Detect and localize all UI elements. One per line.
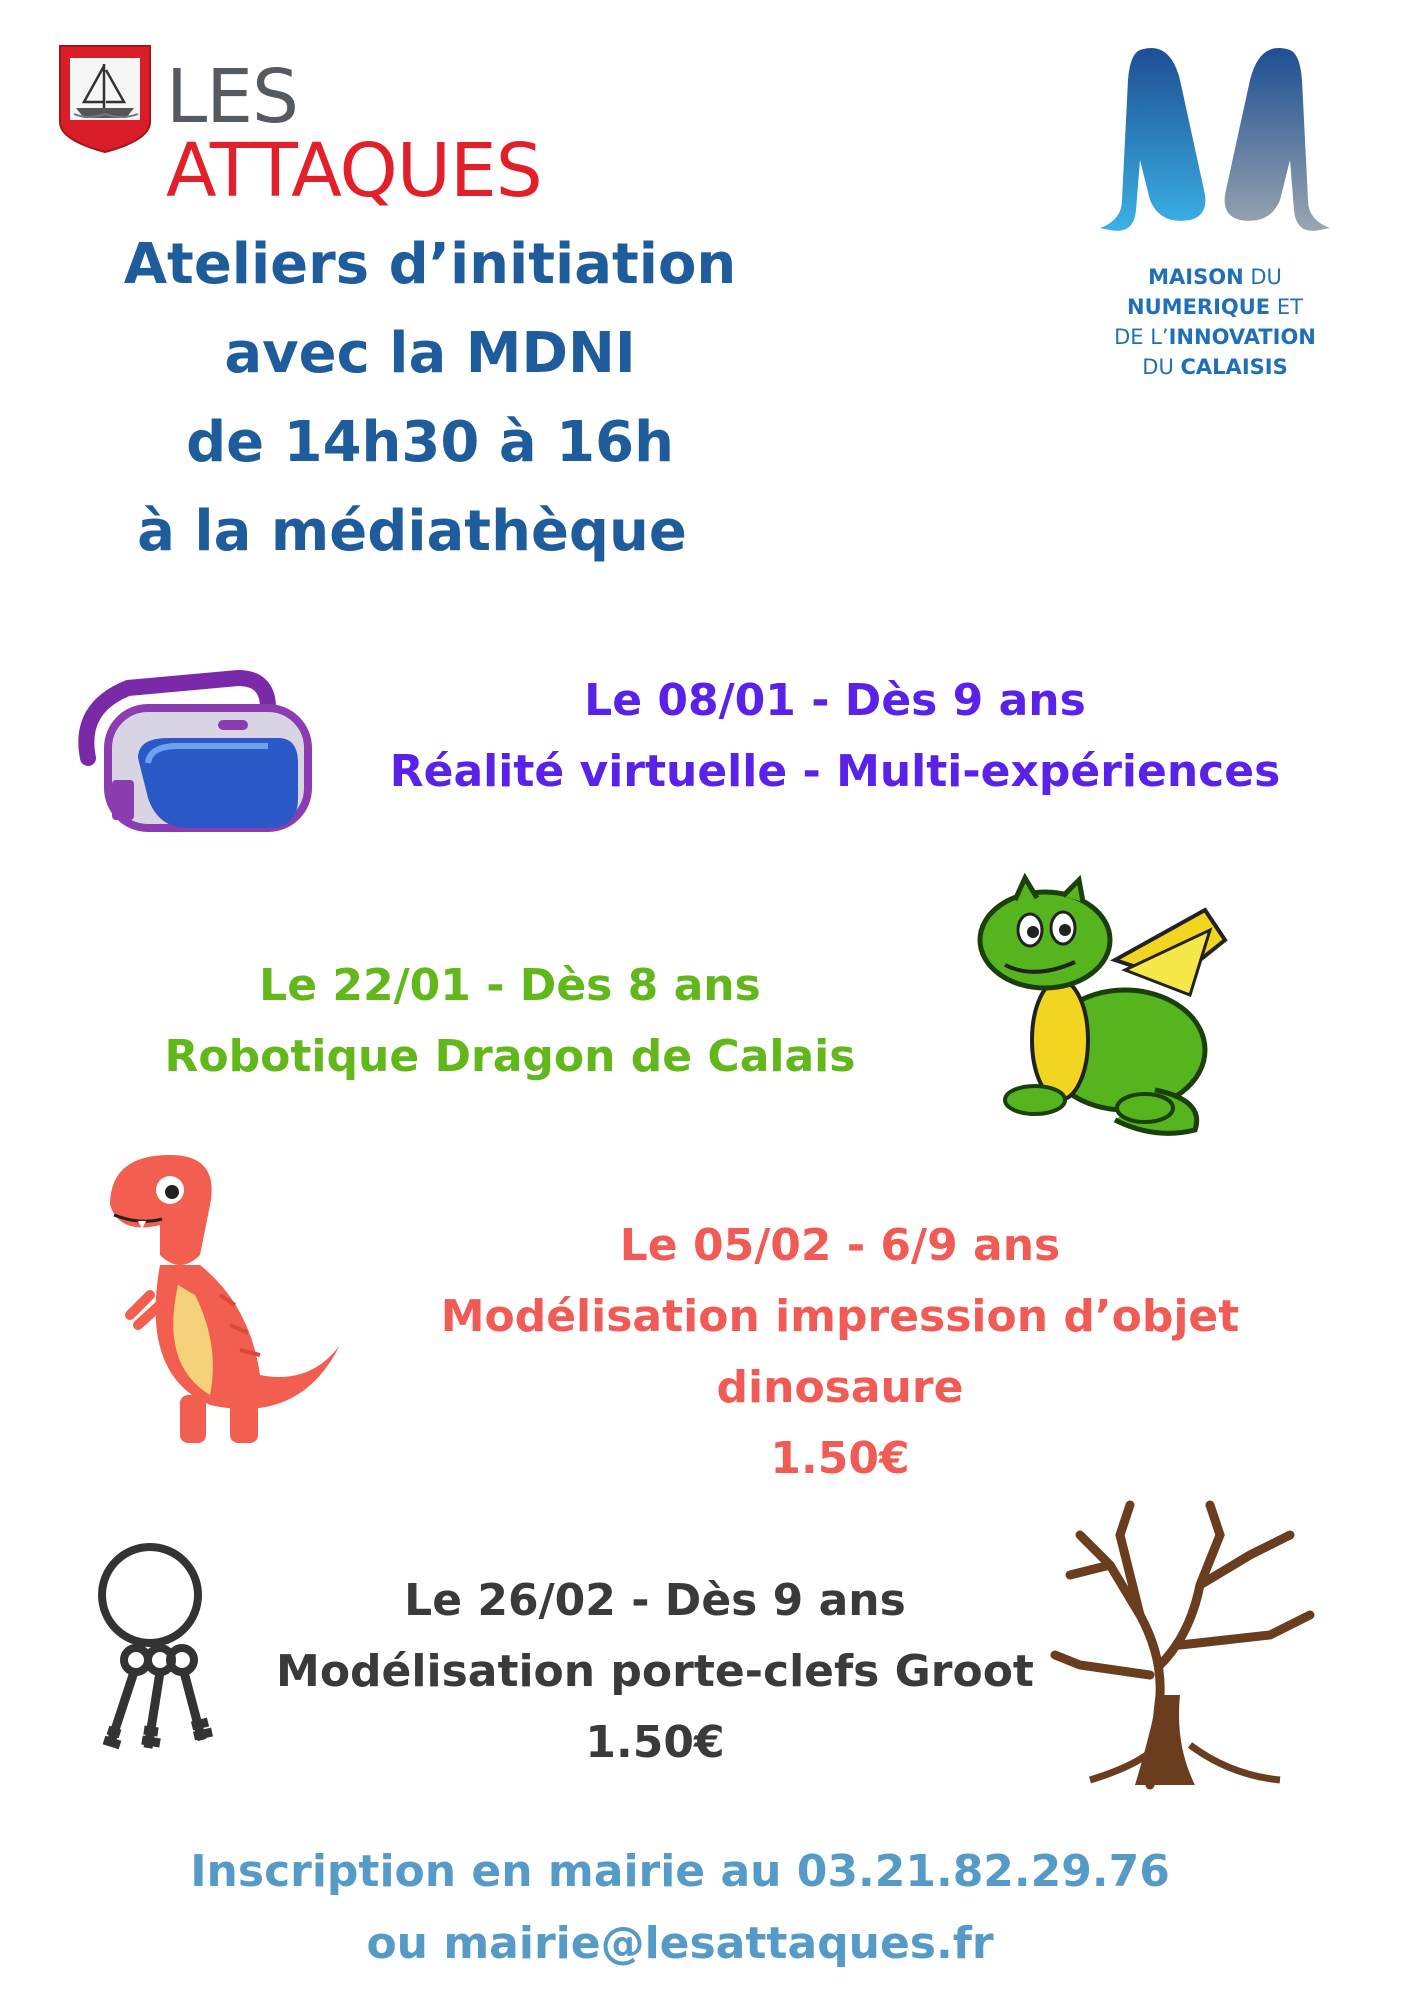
event-3-title-line-2: dinosaure [716,1362,964,1413]
mdni-m-icon [1100,40,1330,240]
event-4-price: 1.50€ [585,1717,725,1768]
mdni-line1-rest: DU [1243,265,1282,289]
event-4-date: Le 26/02 - Dès 9 ans [404,1575,906,1626]
dragon-icon [975,870,1235,1142]
title-line-2: avec la MDNI [224,321,636,386]
les-attaques-logo [58,44,618,214]
event-1-title: Réalité virtuelle - Multi-expériences [389,746,1281,797]
event-3-title-line-1: Modélisation impression d’objet [440,1291,1240,1342]
title-line-1: Ateliers d’initiation [123,232,737,297]
event-3-price: 1.50€ [770,1433,910,1484]
tree-icon [1050,1495,1320,1790]
vr-headset-icon [68,668,314,858]
mdni-line2-bold: NUMERIQUE [1127,295,1271,319]
dinosaur-icon [100,1145,340,1450]
logo-word-attaques: ATTAQUES [166,128,542,214]
event-4 [220,1565,1090,1778]
keys-icon [90,1540,230,1760]
coat-of-arms-icon [58,44,152,154]
mdni-line2-rest: ET [1270,295,1303,319]
event-1-date: Le 08/01 - Dès 9 ans [584,675,1086,726]
page-title [100,220,760,576]
mdni-line4-bold: CALAISIS [1180,355,1288,379]
title-line-3: de 14h30 à 16h [186,410,674,475]
event-2-date: Le 22/01 - Dès 8 ans [259,960,761,1011]
event-4-title: Modélisation porte-clefs Groot [276,1646,1034,1697]
logo-word-les: LES [166,54,298,140]
footer-phone-line: Inscription en mairie au 03.21.82.29.76 [190,1846,1170,1897]
footer-email-line: ou mairie@lesattaques.fr [366,1918,994,1969]
mdni-line3-rest: DE L’ [1114,325,1169,349]
mdni-line1-bold: MAISON [1148,265,1244,289]
mdni-line3-bold: INNOVATION [1168,325,1316,349]
event-3 [380,1210,1300,1494]
event-1 [340,665,1330,807]
event-2 [110,950,910,1092]
event-3-date: Le 05/02 - 6/9 ans [619,1220,1061,1271]
mdni-logo [1080,40,1350,400]
event-2-title: Robotique Dragon de Calais [164,1031,856,1082]
mdni-line4-rest: DU [1142,355,1181,379]
footer-contact [180,1836,1180,1980]
title-line-4: à la médiathèque [137,499,687,564]
